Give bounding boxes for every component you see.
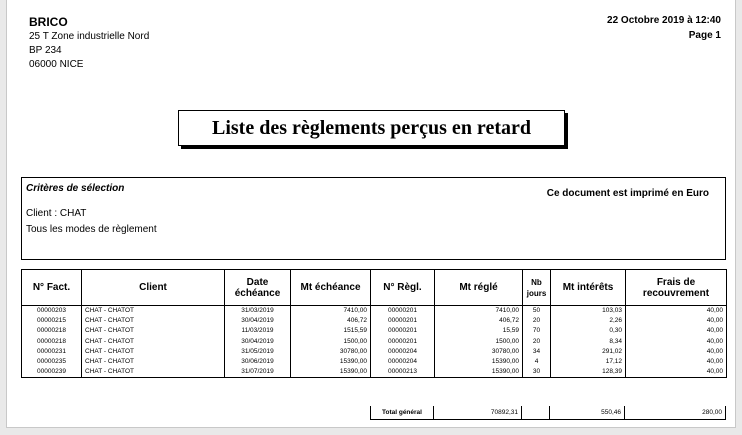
cell-due-date: 30/04/2019 — [225, 316, 291, 326]
cell-fees: 40,00 — [626, 347, 727, 357]
totals-label: Total général — [370, 406, 434, 420]
cell-due-amount: 30780,00 — [291, 347, 371, 357]
company-address-line-3: 06000 NICE — [29, 59, 84, 70]
cell-invoice: 00000215 — [22, 316, 82, 326]
cell-due-date: 30/06/2019 — [225, 357, 291, 367]
col-header-interest: Mt intérêts — [551, 270, 626, 306]
totals-days-empty — [522, 406, 550, 420]
due-date-header-line-2: échéance — [234, 287, 281, 299]
page-number: Page 1 — [688, 30, 721, 41]
company-address-line-1: 25 T Zone industrielle Nord — [29, 31, 150, 42]
cell-days: 4 — [523, 357, 551, 367]
cell-due-date: 31/03/2019 — [225, 306, 291, 317]
col-header-invoice: N° Fact. — [22, 270, 82, 306]
cell-due-amount: 1500,00 — [291, 337, 371, 347]
table-row — [22, 337, 727, 347]
table-row — [22, 357, 727, 367]
cell-client: CHAT - CHATOT — [82, 306, 225, 317]
table-row — [22, 347, 727, 357]
cell-due-date: 11/03/2019 — [225, 326, 291, 336]
cell-interest: 291,02 — [551, 347, 626, 357]
print-info — [607, 13, 721, 43]
cell-due-amount: 7410,00 — [291, 306, 371, 317]
criteria-client: Client : CHAT — [26, 208, 87, 219]
col-header-due-amount: Mt échéance — [291, 270, 371, 306]
col-header-fees — [626, 270, 727, 306]
cell-days: 20 — [523, 316, 551, 326]
due-date-header-line-1: Date — [246, 276, 269, 288]
col-header-payment-number: N° Règl. — [371, 270, 435, 306]
totals-interest: 550,46 — [550, 406, 625, 420]
cell-paid-amount: 15390,00 — [435, 357, 523, 367]
cell-paid-amount: 406,72 — [435, 316, 523, 326]
criteria-title: Critères de sélection — [26, 183, 125, 194]
cell-payment-number: 00000204 — [371, 347, 435, 357]
col-header-paid-amount: Mt réglé — [435, 270, 523, 306]
cell-payment-number: 00000201 — [371, 306, 435, 317]
cell-invoice: 00000235 — [22, 357, 82, 367]
cell-paid-amount: 7410,00 — [435, 306, 523, 317]
cell-invoice: 00000203 — [22, 306, 82, 317]
cell-due-amount: 15390,00 — [291, 367, 371, 378]
cell-paid-amount: 1500,00 — [435, 337, 523, 347]
cell-days: 50 — [523, 306, 551, 317]
cell-due-date: 30/04/2019 — [225, 337, 291, 347]
fees-header-line-2: recouvrement — [642, 287, 710, 299]
cell-interest: 128,39 — [551, 367, 626, 378]
totals-fees: 280,00 — [625, 406, 726, 420]
company-address-line-2: BP 234 — [29, 45, 62, 56]
cell-client: CHAT - CHATOT — [82, 316, 225, 326]
criteria-payment-modes: Tous les modes de règlement — [26, 224, 157, 235]
totals-row — [21, 406, 726, 420]
cell-due-date: 31/07/2019 — [225, 367, 291, 378]
table-row — [22, 306, 727, 317]
cell-payment-number: 00000201 — [371, 326, 435, 336]
cell-client: CHAT - CHATOT — [82, 367, 225, 378]
days-header-line-2: jours — [526, 288, 547, 298]
cell-payment-number: 00000213 — [371, 367, 435, 378]
cell-due-amount: 1515,59 — [291, 326, 371, 336]
cell-payment-number: 00000201 — [371, 316, 435, 326]
cell-client: CHAT - CHATOT — [82, 326, 225, 336]
cell-client: CHAT - CHATOT — [82, 347, 225, 357]
cell-interest: 103,03 — [551, 306, 626, 317]
late-payments-table — [21, 269, 727, 378]
cell-due-amount: 406,72 — [291, 316, 371, 326]
cell-fees: 40,00 — [626, 306, 727, 317]
currency-note: Ce document est imprimé en Euro — [546, 188, 709, 199]
cell-invoice: 00000218 — [22, 326, 82, 336]
cell-due-date: 31/05/2019 — [225, 347, 291, 357]
totals-paid-amount: 70892,31 — [434, 406, 522, 420]
cell-fees: 40,00 — [626, 367, 727, 378]
table-row — [22, 367, 727, 378]
cell-days: 70 — [523, 326, 551, 336]
cell-invoice: 00000218 — [22, 337, 82, 347]
table-header-row — [22, 270, 727, 306]
cell-invoice: 00000231 — [22, 347, 82, 357]
cell-paid-amount: 15390,00 — [435, 367, 523, 378]
table-row — [22, 326, 727, 336]
cell-fees: 40,00 — [626, 337, 727, 347]
cell-client: CHAT - CHATOT — [82, 337, 225, 347]
cell-interest: 8,34 — [551, 337, 626, 347]
company-name: BRICO — [29, 15, 68, 29]
table-row — [22, 316, 727, 326]
report-title: Liste des règlements perçus en retard — [178, 110, 565, 146]
cell-interest: 0,30 — [551, 326, 626, 336]
col-header-days — [523, 270, 551, 306]
cell-paid-amount: 30780,00 — [435, 347, 523, 357]
cell-days: 20 — [523, 337, 551, 347]
cell-due-amount: 15390,00 — [291, 357, 371, 367]
cell-days: 30 — [523, 367, 551, 378]
cell-paid-amount: 15,59 — [435, 326, 523, 336]
cell-fees: 40,00 — [626, 357, 727, 367]
print-date: 22 Octobre 2019 à 12:40 — [607, 15, 721, 26]
cell-client: CHAT - CHATOT — [82, 357, 225, 367]
cell-invoice: 00000239 — [22, 367, 82, 378]
cell-payment-number: 00000204 — [371, 357, 435, 367]
cell-fees: 40,00 — [626, 316, 727, 326]
selection-criteria-box — [21, 177, 726, 260]
cell-days: 34 — [523, 347, 551, 357]
fees-header-line-1: Frais de — [656, 276, 696, 288]
company-block — [29, 14, 149, 72]
col-header-due-date — [225, 270, 291, 306]
cell-interest: 2,26 — [551, 316, 626, 326]
cell-interest: 17,12 — [551, 357, 626, 367]
days-header-line-1: Nb — [531, 277, 542, 287]
cell-payment-number: 00000201 — [371, 337, 435, 347]
cell-fees: 40,00 — [626, 326, 727, 336]
col-header-client: Client — [82, 270, 225, 306]
report-page — [6, 0, 736, 428]
